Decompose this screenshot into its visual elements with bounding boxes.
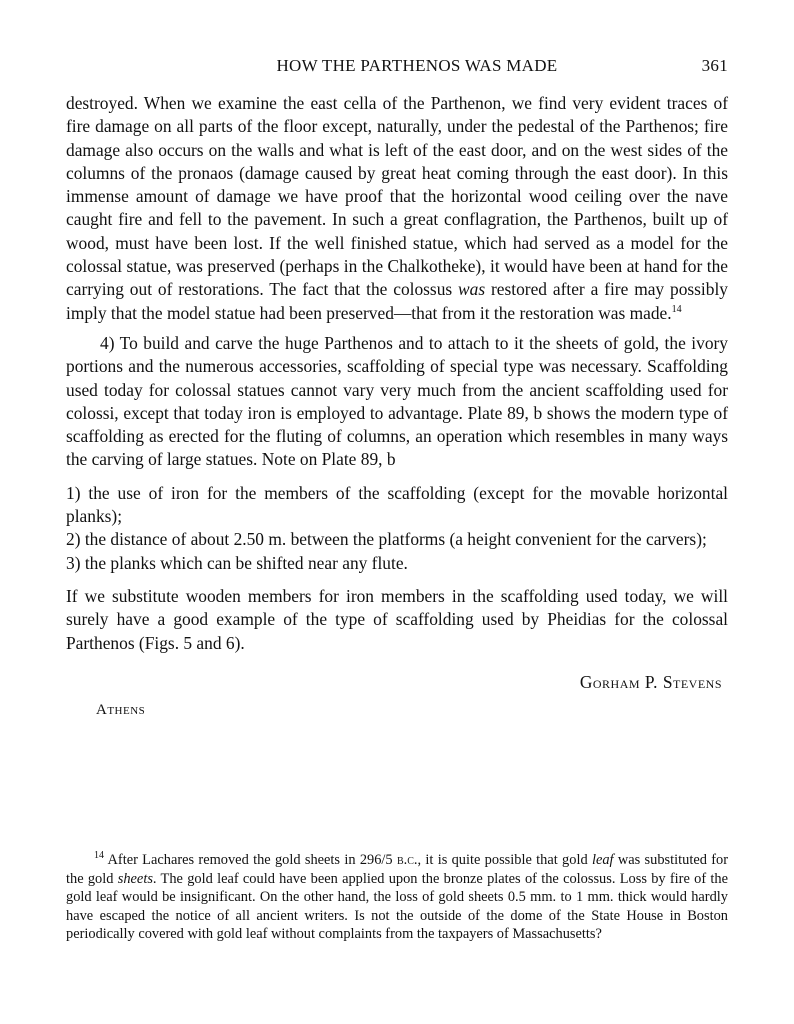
- footnote-italic-leaf: leaf: [591, 852, 614, 868]
- paragraph-1-text: destroyed. When we examine the east cella of the Parthenon, we find very evident traces of fire damage on all parts of the floor except, naturally, under the pedestal of the Parthenos; fire damage also occurs on the walls and what is left of the east door, and on the west sides of the columns of the pronaos (damage caused by great heat coming through the east door). In this immense amount of damage we have proof that the horizontal wood ceiling over the nave caught fire and fell to the pavement. In such a great conflagration, the Parthenos, built up of wood, must have been lost. If the well finished statue, which had served as a model for the colossal statue, was preserved (perhaps in the Chalkotheke), it would have been at hand for the carrying out of restorations. The fact that the colossus: [66, 93, 728, 300]
- author-signature: Gorham P. Stevens: [579, 671, 722, 692]
- footnote-text-3: was substituted for the gold: [66, 852, 728, 887]
- footnote-text-4: . The gold leaf could have been applied upon the bronze plates of the colossus. Loss by fire of the gold leaf would be insignificant. On the other hand, the loss of gold sheets 0.5 mm. to 1 mm. thick would hardly have escaped the notice of all ancient writers. Is not the outside of the dome of the State House in Boston periodically covered with gold leaf without complaints from the taxpayers of Massachusetts?: [66, 870, 728, 943]
- paragraph-1: [66, 92, 728, 325]
- footnote-text-2: , it is quite possible that gold: [417, 852, 592, 868]
- body-text: [66, 92, 728, 722]
- footnote-italic-sheets: sheets: [117, 870, 153, 887]
- running-title: HOW THE PARTHENOS WAS MADE: [276, 56, 558, 75]
- list-item-2: 2) the distance of about 2.50 m. between the platforms (a height convenient for the carvers);: [66, 529, 707, 550]
- footnote-14: [66, 851, 728, 944]
- paragraph-3: If we substitute wooden members for iron members in the scaffolding used today, we will surely have a good example of the type of scaffolding used by Pheidias for the colossal Parthenos (Figs. 5 and 6).: [66, 585, 728, 653]
- running-header: [66, 56, 728, 80]
- list-item-1: 1) the use of iron for the members of the scaffolding (except for the movable horizontal planks);: [66, 482, 728, 527]
- paragraph-2: 4) To build and carve the huge Parthenos and to attach to it the sheets of gold, the ivory portions and the numerous accessories, scaffolding of special type was necessary. Scaffolding used today for colossal statues cannot vary very much from the ancient scaffolding used for colossi, except that today iron is employed to advantage. Plate 89, b shows the modern type of scaffolding as erected for the fluting of columns, an operation which resembles in many ways the carving of large statues. Note on Plate 89, b: [66, 332, 728, 470]
- footnote-text-1: After Lachares removed the gold sheets in 296/5: [104, 852, 397, 868]
- page-number: 361: [701, 56, 728, 75]
- paragraph-1-italic: was: [458, 279, 486, 300]
- paragraph-1-text-end: restored after a fire may possibly imply that the model statue had been preserved—that from it the restoration was made.: [66, 279, 728, 323]
- footnote-marker: 14: [94, 850, 104, 862]
- list-item-3: 3) the planks which can be shifted near any flute.: [66, 552, 408, 573]
- footnote-ref-14[interactable]: 14: [671, 303, 682, 315]
- place-line: Athens: [96, 702, 146, 719]
- footnote-bc: b.c.: [396, 852, 418, 868]
